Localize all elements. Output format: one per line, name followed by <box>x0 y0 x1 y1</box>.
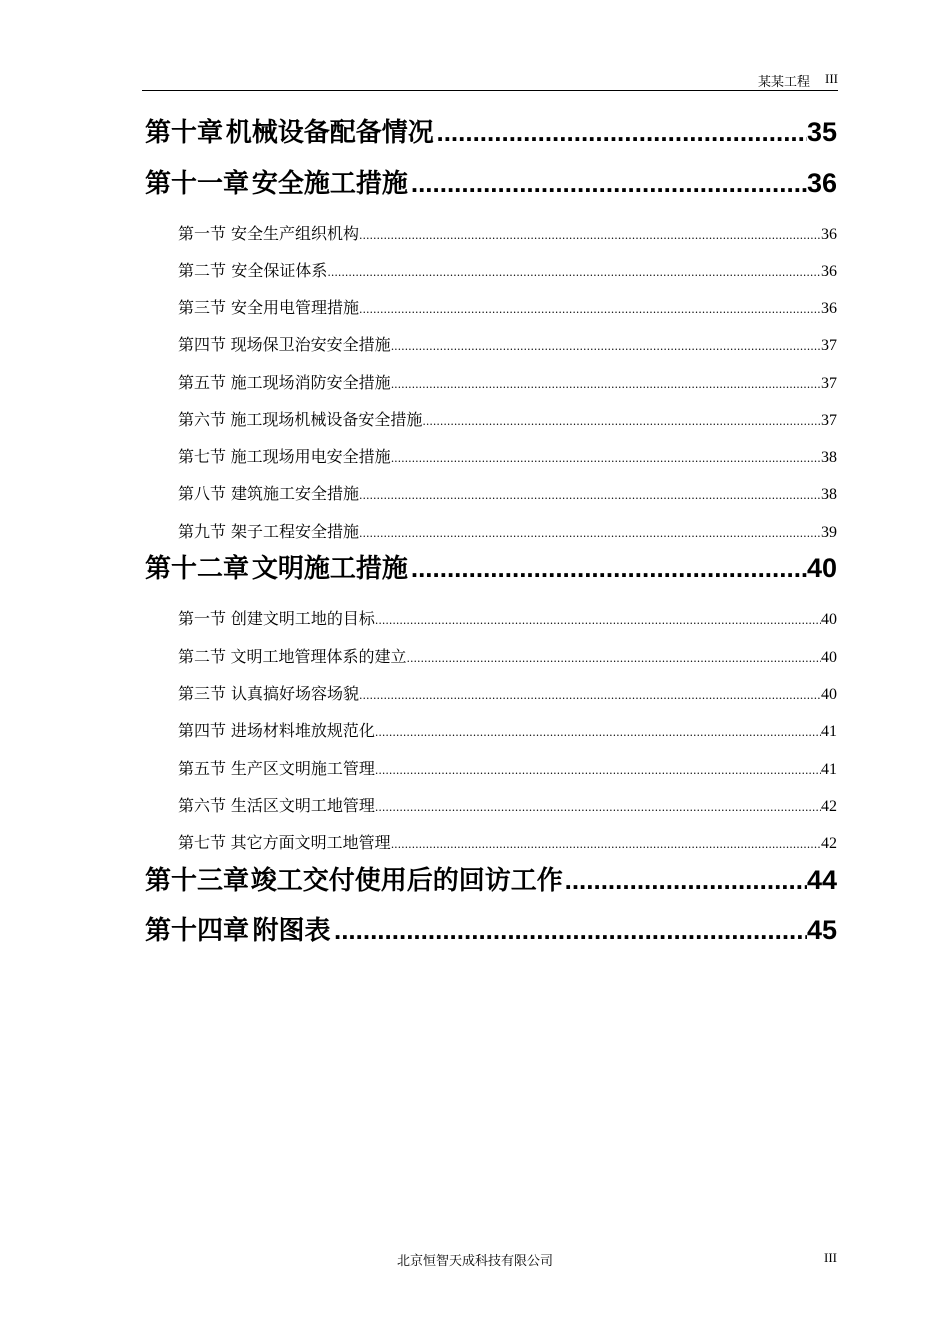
leader-dots <box>327 266 821 279</box>
section-number: 第八节 <box>178 484 227 503</box>
section-page: 40 <box>821 611 837 628</box>
chapter-page: 36 <box>806 168 837 198</box>
chapter-number: 第十二章 <box>145 554 250 584</box>
page-header <box>142 70 838 91</box>
toc-section[interactable] <box>178 606 837 630</box>
section-title: 架子工程安全措施 <box>231 522 360 541</box>
section-number: 第二节 <box>178 261 227 280</box>
toc-section[interactable] <box>178 221 837 245</box>
section-page: 38 <box>821 449 837 466</box>
footer-page-number: III <box>824 1250 837 1265</box>
section-title: 生产区文明施工管理 <box>230 759 375 778</box>
leader-dots <box>359 527 821 540</box>
toc-section[interactable] <box>178 332 837 356</box>
chapter-number: 第十三章 <box>145 866 250 896</box>
toc-section[interactable] <box>178 481 837 505</box>
section-title: 现场保卫治安安全措施 <box>230 335 391 354</box>
section-title: 其它方面文明工地管理 <box>230 833 391 852</box>
section-number: 第三节 <box>178 298 227 317</box>
leader-dots <box>359 689 821 702</box>
section-number: 第七节 <box>178 833 227 852</box>
chapter-title: 安全施工措施 <box>251 169 408 199</box>
leader-dots <box>391 838 821 851</box>
section-title: 创建文明工地的目标 <box>230 609 375 628</box>
chapter-title: 附图表 <box>252 916 331 946</box>
section-number: 第三节 <box>178 684 227 703</box>
chapter-title: 竣工交付使用后的回访工作 <box>250 866 563 896</box>
chapter-title: 机械设备配备情况 <box>225 118 434 148</box>
toc-section[interactable] <box>178 644 837 668</box>
leader-dots <box>391 340 821 353</box>
section-number: 第四节 <box>178 335 227 354</box>
section-number: 第五节 <box>178 373 227 392</box>
chapter-number: 第十四章 <box>145 916 250 946</box>
leader-dots <box>375 764 821 777</box>
toc-section[interactable] <box>178 370 837 394</box>
section-number: 第六节 <box>178 796 227 815</box>
leader-dots <box>375 801 821 814</box>
section-title: 生活区文明工地管理 <box>230 796 375 815</box>
toc-section[interactable] <box>178 444 837 468</box>
header-title: 某某工程 <box>757 75 810 90</box>
section-title: 施工现场用电安全措施 <box>230 447 391 466</box>
section-number: 第四节 <box>178 721 227 740</box>
chapter-page: 45 <box>806 915 837 945</box>
toc-section[interactable] <box>178 756 837 780</box>
toc-section[interactable] <box>178 519 837 543</box>
leader-dots <box>411 168 807 199</box>
section-page: 36 <box>821 226 837 243</box>
section-page: 41 <box>821 761 837 778</box>
toc-chapter[interactable] <box>145 860 837 898</box>
footer-company: 北京恒智天成科技有限公司 <box>396 1254 553 1269</box>
section-page: 37 <box>821 412 837 429</box>
leader-dots <box>391 378 821 391</box>
section-title: 进场材料堆放规范化 <box>230 721 375 740</box>
section-page: 40 <box>821 649 837 666</box>
section-title: 认真搞好场容场貌 <box>231 684 360 703</box>
leader-dots <box>422 415 821 428</box>
section-title: 文明工地管理体系的建立 <box>230 647 407 666</box>
section-page: 41 <box>821 723 837 740</box>
leader-dots <box>359 229 821 242</box>
section-page: 42 <box>821 798 837 815</box>
section-title: 安全保证体系 <box>231 261 328 280</box>
leader-dots <box>375 726 821 739</box>
toc-section[interactable] <box>178 258 837 282</box>
toc-section[interactable] <box>178 718 837 742</box>
toc-section[interactable] <box>178 830 837 854</box>
header-page-number: III <box>825 71 838 86</box>
section-number: 第一节 <box>178 224 227 243</box>
section-number: 第五节 <box>178 759 227 778</box>
toc-chapter[interactable] <box>145 910 837 948</box>
section-title: 安全生产组织机构 <box>231 224 360 243</box>
toc-section[interactable] <box>178 295 837 319</box>
section-page: 36 <box>821 263 837 280</box>
toc-section[interactable] <box>178 681 837 705</box>
section-page: 37 <box>821 337 837 354</box>
section-title: 安全用电管理措施 <box>231 298 360 317</box>
chapter-page: 44 <box>806 865 837 895</box>
section-number: 第九节 <box>178 522 227 541</box>
section-title: 施工现场消防安全措施 <box>230 373 391 392</box>
leader-dots <box>407 652 821 665</box>
toc-section[interactable] <box>178 407 837 431</box>
section-title: 施工现场机械设备安全措施 <box>230 410 423 429</box>
section-title: 建筑施工安全措施 <box>231 484 360 503</box>
chapter-page: 35 <box>806 117 837 147</box>
leader-dots <box>411 553 807 584</box>
chapter-number: 第十章 <box>145 118 224 148</box>
section-number: 第二节 <box>178 647 227 666</box>
section-page: 36 <box>821 300 837 317</box>
leader-dots <box>436 117 806 148</box>
leader-dots <box>565 865 807 896</box>
toc-chapter[interactable] <box>145 548 837 586</box>
leader-dots <box>359 303 821 316</box>
toc-chapter[interactable] <box>145 112 837 150</box>
section-page: 37 <box>821 375 837 392</box>
toc-section[interactable] <box>178 793 837 817</box>
section-page: 40 <box>821 686 837 703</box>
leader-dots <box>375 614 821 627</box>
section-page: 39 <box>821 524 837 541</box>
section-number: 第七节 <box>178 447 227 466</box>
section-number: 第六节 <box>178 410 227 429</box>
section-page: 38 <box>821 486 837 503</box>
chapter-page: 40 <box>806 553 837 583</box>
leader-dots <box>359 489 821 502</box>
leader-dots <box>334 915 807 946</box>
chapter-number: 第十一章 <box>145 169 250 199</box>
toc-chapter[interactable] <box>145 163 837 201</box>
section-number: 第一节 <box>178 609 227 628</box>
chapter-title: 文明施工措施 <box>251 554 408 584</box>
leader-dots <box>391 452 821 465</box>
section-page: 42 <box>821 835 837 852</box>
